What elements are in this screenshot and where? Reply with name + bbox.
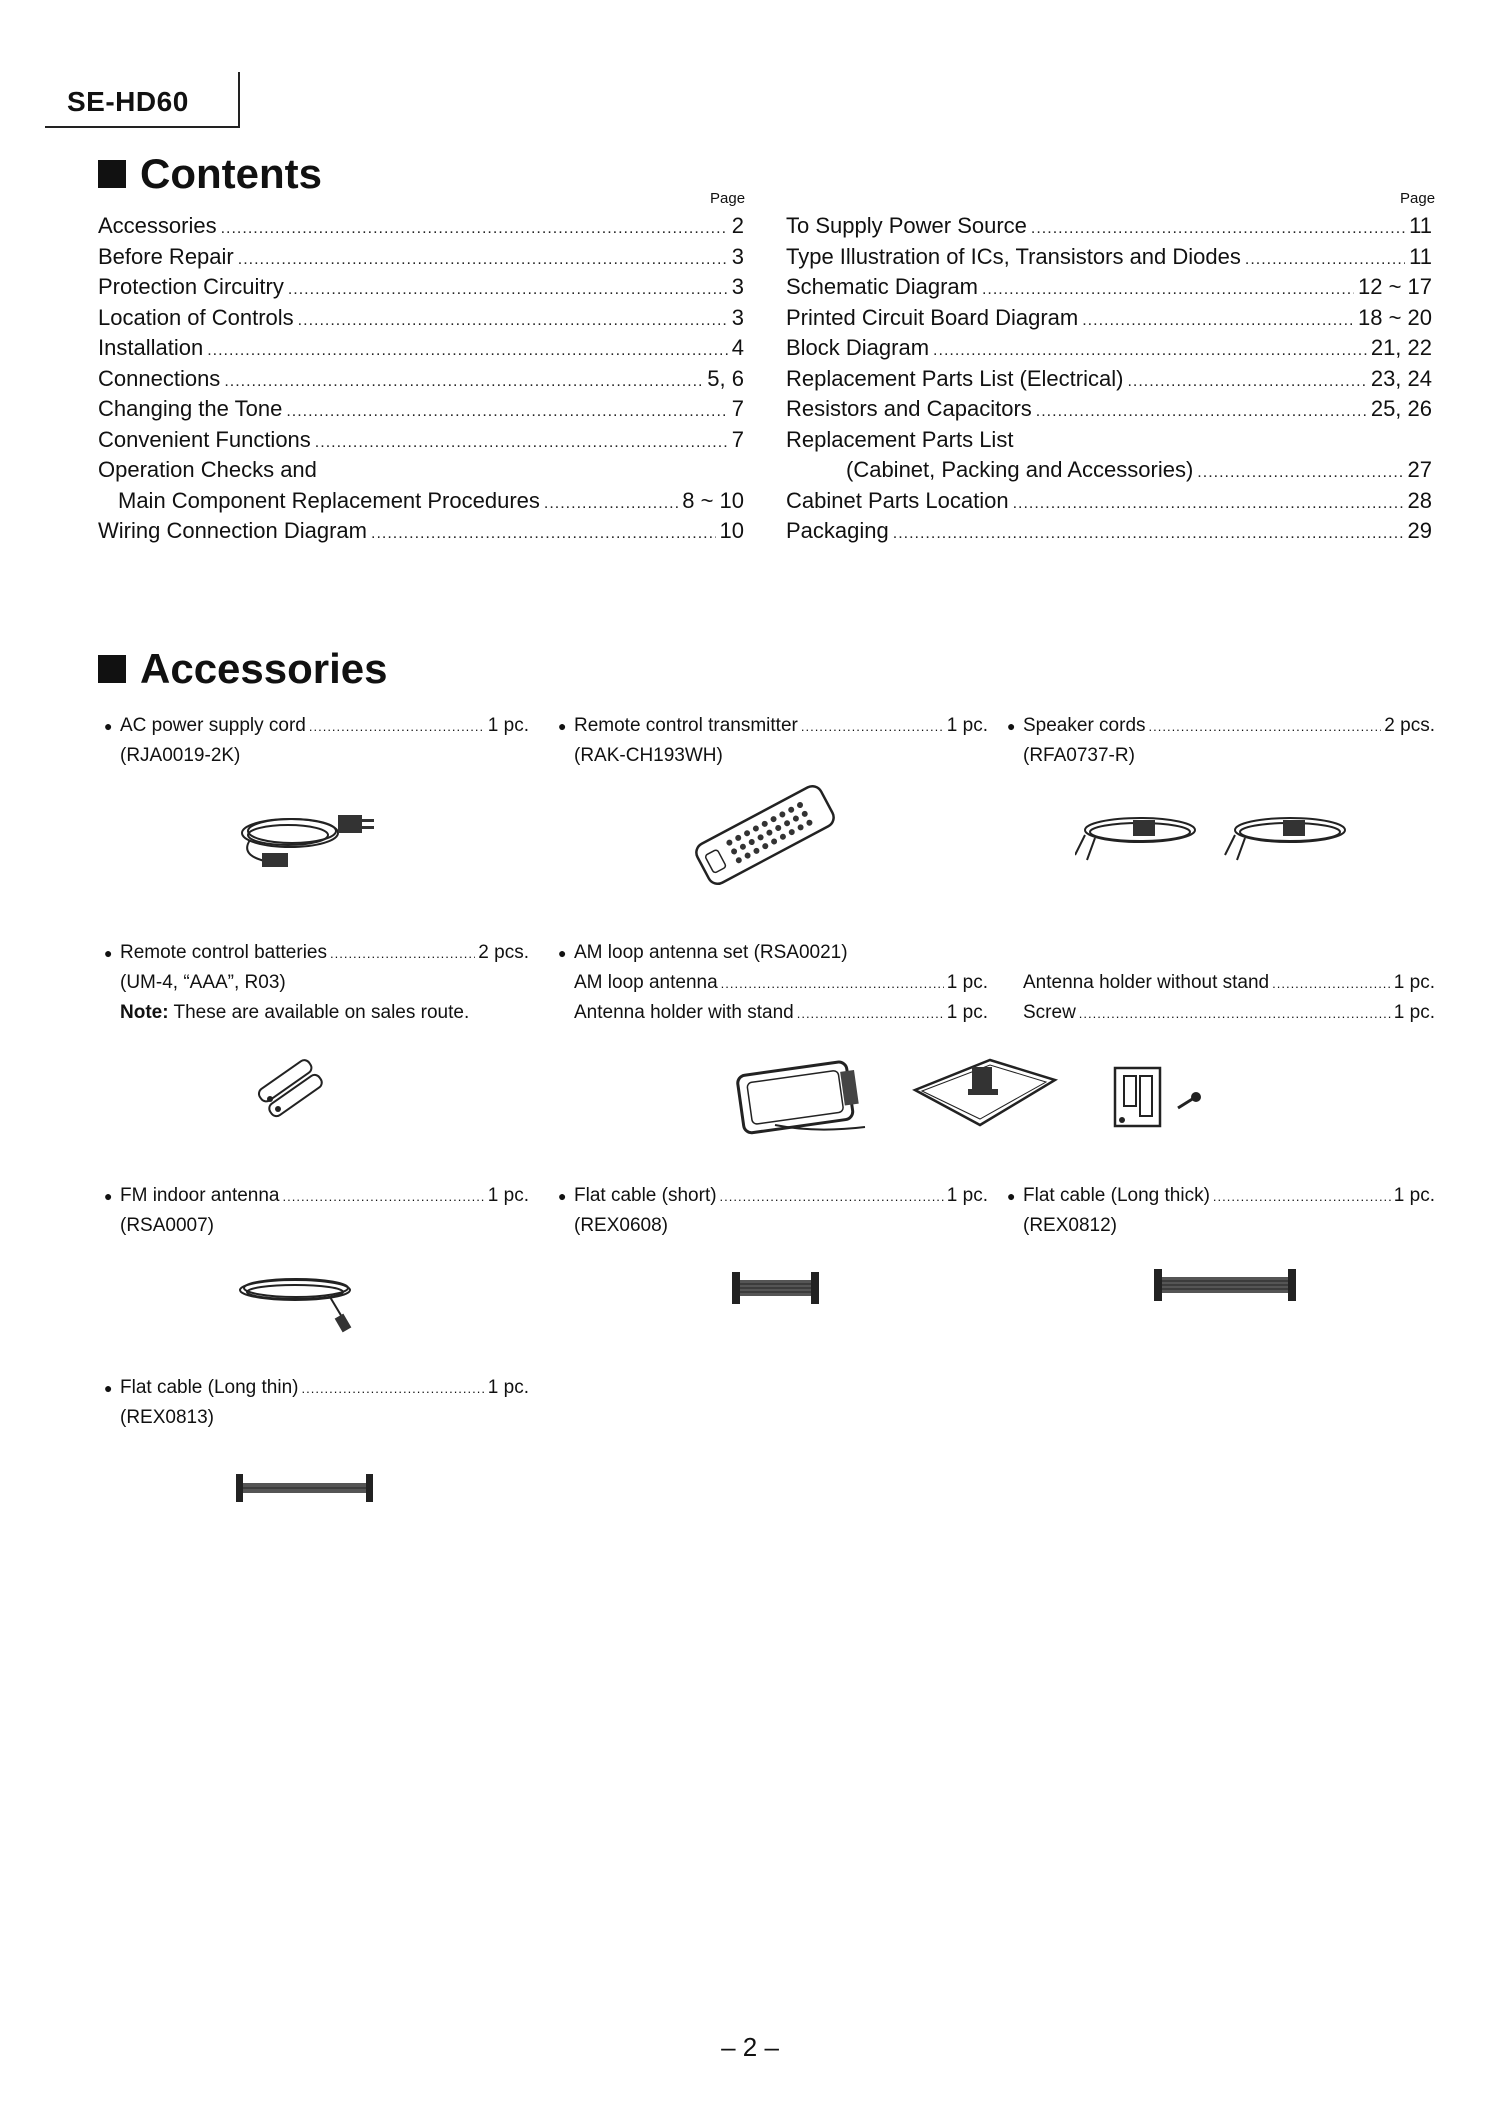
toc-entry: Location of Controls ..... 3 xyxy=(98,305,744,336)
toc-entry: Printed Circuit Board Diagram ..... 18 ~ 20 xyxy=(786,305,1432,336)
toc-entry: Cabinet Parts Location ..... 28 xyxy=(786,488,1432,519)
accessories-title-text: Accessories xyxy=(140,645,388,692)
toc-entry: Replacement Parts List (Electrical) ..... 23, 24 xyxy=(786,366,1432,397)
accessory-speaker-cords: ● Speaker cords ..... 2 pcs. (RFA0737-R) xyxy=(1007,715,1435,775)
accessories-title xyxy=(98,645,388,693)
toc-entry: (Cabinet, Packing and Accessories) ..... 27 xyxy=(786,457,1432,488)
flat-cable-long-thick-icon xyxy=(1150,1265,1300,1305)
toc-entry: Packaging ..... 29 xyxy=(786,518,1432,549)
model-tag xyxy=(45,72,240,128)
speaker-cords-icon xyxy=(1075,800,1365,865)
accessory-antenna-holder: Antenna holder without stand ..... 1 pc. Screw ..... 1 pc. xyxy=(1023,972,1435,1032)
toc-entry: Operation Checks and xyxy=(98,457,317,482)
accessory-flat-cable-long-thick: ● Flat cable (Long thick) ..... 1 pc. (REX0812) xyxy=(1007,1185,1435,1245)
accessory-flat-cable-long-thin: ● Flat cable (Long thin) ..... 1 pc. (REX0813) xyxy=(104,1377,529,1437)
accessory-flat-cable-short: ● Flat cable (short) ..... 1 pc. (REX0608) xyxy=(558,1185,988,1245)
toc-right-column xyxy=(786,213,1432,549)
accessory-remote: ● Remote control transmitter ..... 1 pc. (RAK-CH193WH) xyxy=(558,715,988,775)
remote-control-icon xyxy=(680,775,850,895)
square-bullet-icon xyxy=(98,655,126,683)
toc-entry: Block Diagram ..... 21, 22 xyxy=(786,335,1432,366)
fm-antenna-icon xyxy=(230,1265,365,1335)
toc-entry: Protection Circuitry ..... 3 xyxy=(98,274,744,305)
toc-entry: Wiring Connection Diagram ..... 10 xyxy=(98,518,744,549)
am-loop-antenna-icon xyxy=(735,1055,880,1135)
toc-entry: Type Illustration of ICs, Transistors and Diodes ..... 11 xyxy=(786,244,1432,275)
accessory-ac-cord: ● AC power supply cord ..... 1 pc. (RJA0019-2K) xyxy=(104,715,529,775)
antenna-holder-screw-icon xyxy=(1110,1060,1210,1135)
toc-entry: Changing the Tone ..... 7 xyxy=(98,396,744,427)
page-number: – 2 – xyxy=(721,2032,779,2062)
flat-cable-short-icon xyxy=(728,1268,823,1308)
toc-entry: Schematic Diagram ..... 12 ~ 17 xyxy=(786,274,1432,305)
toc-entry: Connections ..... 5, 6 xyxy=(98,366,744,397)
accessory-fm-antenna: ● FM indoor antenna ..... 1 pc. (RSA0007) xyxy=(104,1185,529,1245)
toc-entry: Before Repair ..... 3 xyxy=(98,244,744,275)
flat-cable-long-thin-icon xyxy=(232,1470,377,1506)
accessory-batteries: ● Remote control batteries ..... 2 pcs. (UM-4, “AAA”, R03) Note: These are available on sales route. xyxy=(104,942,529,1032)
toc-entry: Resistors and Capacitors ..... 25, 26 xyxy=(786,396,1432,427)
contents-title xyxy=(98,150,322,198)
toc-entry: Accessories ..... 2 xyxy=(98,213,744,244)
toc-entry: Replacement Parts List xyxy=(786,426,1014,452)
toc-entry: To Supply Power Source ..... 11 xyxy=(786,213,1432,244)
page-column-label-left: Page xyxy=(710,190,746,207)
square-bullet-icon xyxy=(98,160,126,188)
toc-entry: Convenient Functions ..... 7 xyxy=(98,427,744,458)
battery-icon xyxy=(250,1055,335,1120)
toc-entry: Installation ..... 4 xyxy=(98,335,744,366)
contents-title-text: Contents xyxy=(140,150,322,197)
antenna-stand-icon xyxy=(910,1045,1060,1130)
model-name: SE-HD60 xyxy=(67,86,189,117)
toc-left-column xyxy=(98,213,744,549)
ac-power-cord-icon xyxy=(230,795,380,870)
toc-entry: Main Component Replacement Procedures ..... 8 ~ 10 xyxy=(98,488,744,519)
page-column-label-right: Page xyxy=(1400,190,1436,207)
accessory-am-antenna-set: ● AM loop antenna set (RSA0021) AM loop antenna ..... 1 pc. Antenna holder with stand ..... 1 pc. xyxy=(558,942,988,1032)
